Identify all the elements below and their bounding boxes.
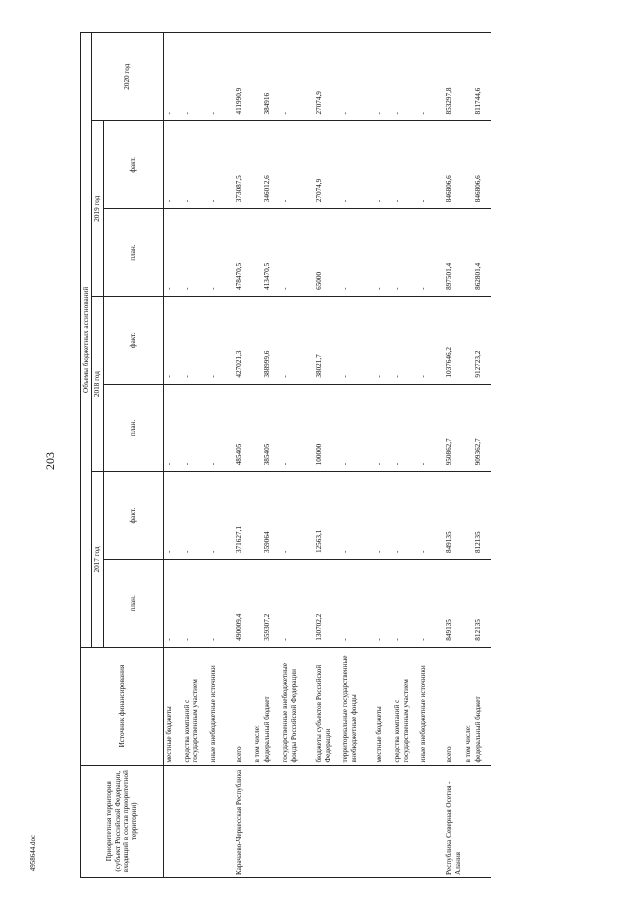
cell-value: - [280, 560, 314, 648]
table-row [392, 33, 418, 878]
cell-value [252, 384, 262, 472]
cell-value: - [374, 472, 392, 560]
cell-value: - [280, 384, 314, 472]
cell-value [252, 121, 262, 209]
cell-value: 812135 [473, 472, 491, 560]
cell-value: 359307,2 [262, 560, 280, 648]
header-fact-2018: факт. [103, 296, 163, 384]
cell-value: - [340, 209, 374, 297]
table-header [81, 33, 164, 878]
cell-value: - [392, 560, 418, 648]
cell-value: - [418, 121, 444, 209]
cell-value: 413470,5 [262, 209, 280, 297]
cell-value: - [392, 472, 418, 560]
cell-value: 427021,3 [234, 296, 252, 384]
cell-value [252, 560, 262, 648]
cell-value [252, 296, 262, 384]
cell-value: 897501,4 [444, 209, 463, 297]
cell-value: - [392, 121, 418, 209]
cell-value: - [418, 33, 444, 121]
cell-value: - [208, 33, 234, 121]
cell-territory [418, 765, 444, 877]
table-row [444, 33, 463, 878]
cell-value: 359064 [262, 472, 280, 560]
header-plan-2019: план. [103, 209, 163, 297]
cell-value: - [163, 384, 182, 472]
table-row [208, 33, 234, 878]
cell-value: - [280, 296, 314, 384]
cell-value: 846806,6 [473, 121, 491, 209]
cell-value: - [280, 209, 314, 297]
cell-value [463, 384, 473, 472]
cell-source: государственные внебюджетные фонды Российской Федерации [280, 647, 314, 765]
cell-value: - [418, 296, 444, 384]
header-source: Источник финансирования [81, 647, 164, 765]
cell-territory [182, 765, 208, 877]
header-plan-2018: план. [103, 384, 163, 472]
cell-value: - [208, 384, 234, 472]
cell-value: - [392, 33, 418, 121]
cell-value: - [392, 384, 418, 472]
cell-value: - [340, 560, 374, 648]
cell-value: 853297,8 [444, 33, 463, 121]
cell-value: 373087,5 [234, 121, 252, 209]
cell-value: 478470,5 [234, 209, 252, 297]
cell-value: 38021,7 [314, 296, 340, 384]
cell-value: - [392, 209, 418, 297]
cell-source: в том числе: [463, 647, 473, 765]
cell-value: - [163, 296, 182, 384]
cell-source: всего [234, 647, 252, 765]
cell-source: федеральный бюджет [262, 647, 280, 765]
table-row [340, 33, 374, 878]
cell-value: - [163, 560, 182, 648]
cell-value: - [163, 472, 182, 560]
table-row [252, 33, 262, 878]
cell-value: - [340, 472, 374, 560]
cell-value: 849135 [444, 472, 463, 560]
cell-value: - [208, 296, 234, 384]
cell-value: 371627,1 [234, 472, 252, 560]
cell-territory [208, 765, 234, 877]
cell-value: 490009,4 [234, 560, 252, 648]
cell-value: - [374, 33, 392, 121]
cell-value: - [418, 209, 444, 297]
cell-territory [262, 765, 280, 877]
cell-territory [374, 765, 392, 877]
cell-source: в том числе: [252, 647, 262, 765]
cell-value: 385405 [262, 384, 280, 472]
cell-value: - [182, 121, 208, 209]
cell-value [463, 472, 473, 560]
cell-value: - [208, 560, 234, 648]
cell-value: - [208, 209, 234, 297]
cell-value [252, 33, 262, 121]
cell-value: 862801,4 [473, 209, 491, 297]
cell-value: - [208, 472, 234, 560]
cell-value: 909362,7 [473, 384, 491, 472]
cell-value: - [340, 33, 374, 121]
cell-territory [314, 765, 340, 877]
cell-value [252, 209, 262, 297]
cell-source: средства компаний с государственным участием [182, 647, 208, 765]
document-code: 4958644.doc [29, 834, 37, 872]
cell-value: - [374, 209, 392, 297]
cell-value: - [418, 472, 444, 560]
cell-value: 411990,9 [234, 33, 252, 121]
cell-value: 846806,6 [444, 121, 463, 209]
cell-territory [463, 765, 473, 877]
header-fact-2019: факт. [103, 121, 163, 209]
header-territory: Приоритетная территория (субъект Российской Федерации, входящий в состав приоритетной территории) [81, 765, 164, 877]
header-fact-2017: факт. [103, 472, 163, 560]
cell-value: - [340, 121, 374, 209]
cell-value: 950862,7 [444, 384, 463, 472]
rotated-table-container [80, 32, 560, 878]
table-row [314, 33, 340, 878]
table-row [234, 33, 252, 878]
cell-value: - [280, 472, 314, 560]
cell-source: иные внебюджетные источники [208, 647, 234, 765]
cell-value: - [208, 121, 234, 209]
cell-value: 384916 [262, 33, 280, 121]
cell-value [463, 33, 473, 121]
cell-value: 1037646,2 [444, 296, 463, 384]
table-row [418, 33, 444, 878]
cell-value: 812135 [473, 560, 491, 648]
cell-value: - [163, 33, 182, 121]
cell-territory [280, 765, 314, 877]
cell-value: 849135 [444, 560, 463, 648]
cell-source: федеральный бюджет [473, 647, 491, 765]
table-row [473, 33, 491, 878]
table-row [163, 33, 182, 878]
cell-value: - [163, 209, 182, 297]
cell-value: 130702,2 [314, 560, 340, 648]
cell-value: 65000 [314, 209, 340, 297]
cell-territory [340, 765, 374, 877]
header-year-2017: 2017 год [92, 472, 103, 647]
page-number: 203 [43, 452, 57, 470]
cell-value [463, 296, 473, 384]
cell-value: - [340, 384, 374, 472]
cell-value: - [280, 121, 314, 209]
cell-source: местные бюджеты [374, 647, 392, 765]
header-year-2018: 2018 год [92, 296, 103, 471]
cell-value: 12563,1 [314, 472, 340, 560]
cell-value [463, 209, 473, 297]
cell-value: 912723,2 [473, 296, 491, 384]
budget-table [80, 32, 491, 878]
cell-value: - [374, 296, 392, 384]
cell-territory: Республика Северная Осетия - Алания [444, 765, 463, 877]
table-row [182, 33, 208, 878]
cell-territory [163, 765, 182, 877]
cell-source: местные бюджеты [163, 647, 182, 765]
cell-value: - [182, 296, 208, 384]
cell-value: 388999,6 [262, 296, 280, 384]
table-row [463, 33, 473, 878]
cell-value: 27074,9 [314, 33, 340, 121]
cell-value: - [182, 560, 208, 648]
cell-value: - [182, 384, 208, 472]
cell-value: - [182, 472, 208, 560]
cell-value [463, 121, 473, 209]
header-plan-2017: план. [103, 560, 163, 648]
cell-value: - [374, 560, 392, 648]
cell-value: - [374, 121, 392, 209]
cell-value: - [163, 121, 182, 209]
header-year-2019: 2019 год [92, 121, 103, 296]
cell-value: 27074,9 [314, 121, 340, 209]
cell-value: - [392, 296, 418, 384]
header-year-2020: 2020 год [92, 33, 163, 121]
table-row [262, 33, 280, 878]
cell-territory [473, 765, 491, 877]
cell-value [252, 472, 262, 560]
table-row [374, 33, 392, 878]
cell-source: территориальные государственные внебюджетные фонды [340, 647, 374, 765]
cell-value: 100000 [314, 384, 340, 472]
cell-source: средства компаний с государственным участием [392, 647, 418, 765]
cell-value: 811744,6 [473, 33, 491, 121]
table-row [280, 33, 314, 878]
cell-value: - [280, 33, 314, 121]
cell-value: - [182, 209, 208, 297]
cell-territory [392, 765, 418, 877]
table-body [163, 33, 491, 878]
cell-value: - [418, 384, 444, 472]
header-budget-allocations: Объемы бюджетных ассигнований [81, 33, 92, 648]
cell-value: - [374, 384, 392, 472]
cell-value: - [340, 296, 374, 384]
cell-territory: Карачаево-Черкесская Республика [234, 765, 252, 877]
cell-source: иные внебюджетные источники [418, 647, 444, 765]
cell-value: 485405 [234, 384, 252, 472]
cell-value: 346012,6 [262, 121, 280, 209]
cell-value: - [182, 33, 208, 121]
cell-territory [252, 765, 262, 877]
cell-source: всего [444, 647, 463, 765]
cell-value: - [418, 560, 444, 648]
cell-source: бюджеты субъектов Российской Федерации [314, 647, 340, 765]
cell-value [463, 560, 473, 648]
